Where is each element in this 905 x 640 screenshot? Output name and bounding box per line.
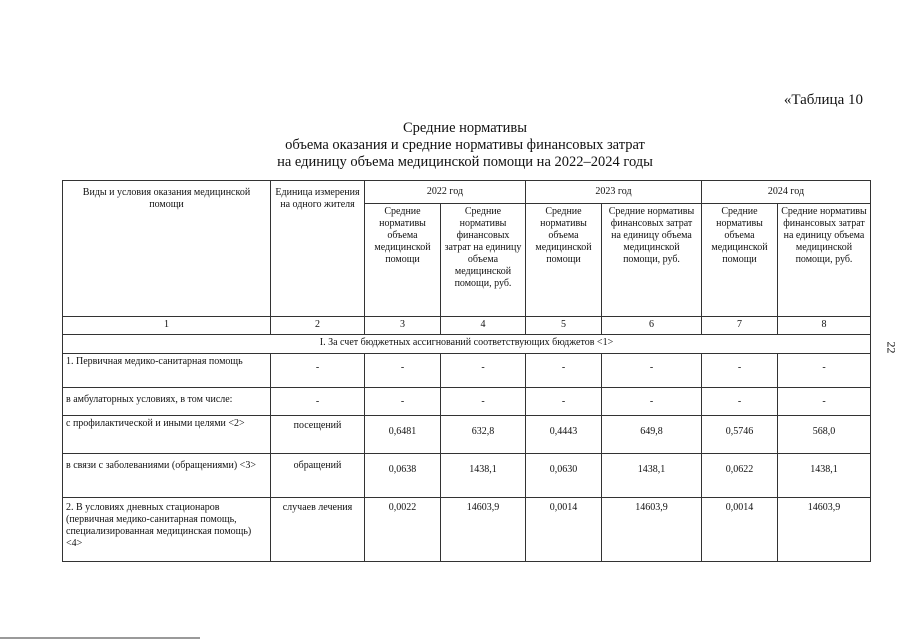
row-name: в амбулаторных условиях, в том числе:	[63, 388, 271, 416]
cell-cost-2022: 1438,1	[441, 454, 526, 498]
cell-cost-2023: 1438,1	[602, 454, 702, 498]
scan-edge-line	[0, 637, 200, 639]
header-year-2023: 2023 год	[526, 181, 702, 204]
row-unit: -	[271, 388, 365, 416]
row-name: 2. В условиях дневных стационаров (первичная медико-санитарная помощь, специализированная медицинская помощь) <4>	[63, 498, 271, 562]
table-row	[63, 388, 871, 416]
cell-cost-2023: 649,8	[602, 416, 702, 454]
table-row	[63, 416, 871, 454]
norms-table	[62, 180, 871, 562]
subheader-volume: Средние нормативы объема медицинской помощи	[702, 204, 778, 317]
row-unit: обращений	[271, 454, 365, 498]
cell-cost-2024: 14603,9	[778, 498, 871, 562]
subheader-cost: Средние нормативы финансовых затрат на единицу объема медицинской помощи, руб.	[441, 204, 526, 317]
cell-volume-2024: -	[702, 388, 778, 416]
subheader-cost: Средние нормативы финансовых затрат на единицу объема медицинской помощи, руб.	[778, 204, 871, 317]
column-number: 1	[63, 317, 271, 335]
cell-volume-2022: 0,0638	[365, 454, 441, 498]
cell-volume-2022: 0,6481	[365, 416, 441, 454]
column-number: 5	[526, 317, 602, 335]
column-number: 6	[602, 317, 702, 335]
cell-volume-2023: 0,0630	[526, 454, 602, 498]
column-number-row	[63, 317, 871, 335]
table-header-row	[63, 181, 871, 204]
cell-cost-2024: 568,0	[778, 416, 871, 454]
cell-volume-2023: -	[526, 388, 602, 416]
row-name: с профилактической и иными целями <2>	[63, 416, 271, 454]
row-name: в связи с заболеваниями (обращениями) <3>	[63, 454, 271, 498]
document-title	[60, 120, 870, 171]
cell-volume-2023: 0,0014	[526, 498, 602, 562]
cell-volume-2022: -	[365, 388, 441, 416]
cell-cost-2022: 632,8	[441, 416, 526, 454]
cell-volume-2022: 0,0022	[365, 498, 441, 562]
row-unit: случаев лечения	[271, 498, 365, 562]
column-number: 2	[271, 317, 365, 335]
cell-cost-2023: -	[602, 388, 702, 416]
cell-cost-2022: -	[441, 354, 526, 388]
title-line: Средние нормативы	[403, 120, 527, 136]
cell-cost-2022: 14603,9	[441, 498, 526, 562]
section-row	[63, 335, 871, 354]
subheader-volume: Средние нормативы объема медицинской помощи	[526, 204, 602, 317]
header-year-2024: 2024 год	[702, 181, 871, 204]
column-number: 7	[702, 317, 778, 335]
cell-volume-2024: 0,5746	[702, 416, 778, 454]
cell-volume-2022: -	[365, 354, 441, 388]
row-unit: -	[271, 354, 365, 388]
header-kinds: Виды и условия оказания медицинской помощи	[63, 181, 271, 317]
header-year-2022: 2022 год	[365, 181, 526, 204]
page-number: 22	[884, 341, 899, 354]
table-row	[63, 498, 871, 562]
cell-volume-2023: -	[526, 354, 602, 388]
subheader-cost: Средние нормативы финансовых затрат на единицу объема медицинской помощи, руб.	[602, 204, 702, 317]
cell-cost-2023: -	[602, 354, 702, 388]
header-unit: Единица измерения на одного жителя	[271, 181, 365, 317]
cell-cost-2023: 14603,9	[602, 498, 702, 562]
cell-volume-2023: 0,4443	[526, 416, 602, 454]
column-number: 3	[365, 317, 441, 335]
row-name: 1. Первичная медико-санитарная помощь	[63, 354, 271, 388]
cell-cost-2022: -	[441, 388, 526, 416]
table-row	[63, 354, 871, 388]
cell-cost-2024: -	[778, 354, 871, 388]
subheader-volume: Средние нормативы объема медицинской помощи	[365, 204, 441, 317]
title-line: объема оказания и средние нормативы финансовых затрат	[285, 137, 645, 153]
table-number: «Таблица 10	[783, 92, 863, 108]
cell-volume-2024: -	[702, 354, 778, 388]
column-number: 4	[441, 317, 526, 335]
row-unit: посещений	[271, 416, 365, 454]
section-title: I. За счет бюджетных ассигнований соответствующих бюджетов <1>	[63, 335, 871, 354]
cell-volume-2024: 0,0014	[702, 498, 778, 562]
cell-volume-2024: 0,0622	[702, 454, 778, 498]
column-number: 8	[778, 317, 871, 335]
table-row	[63, 454, 871, 498]
cell-cost-2024: 1438,1	[778, 454, 871, 498]
cell-cost-2024: -	[778, 388, 871, 416]
title-line: на единицу объема медицинской помощи на 2022–2024 годы	[277, 154, 653, 170]
